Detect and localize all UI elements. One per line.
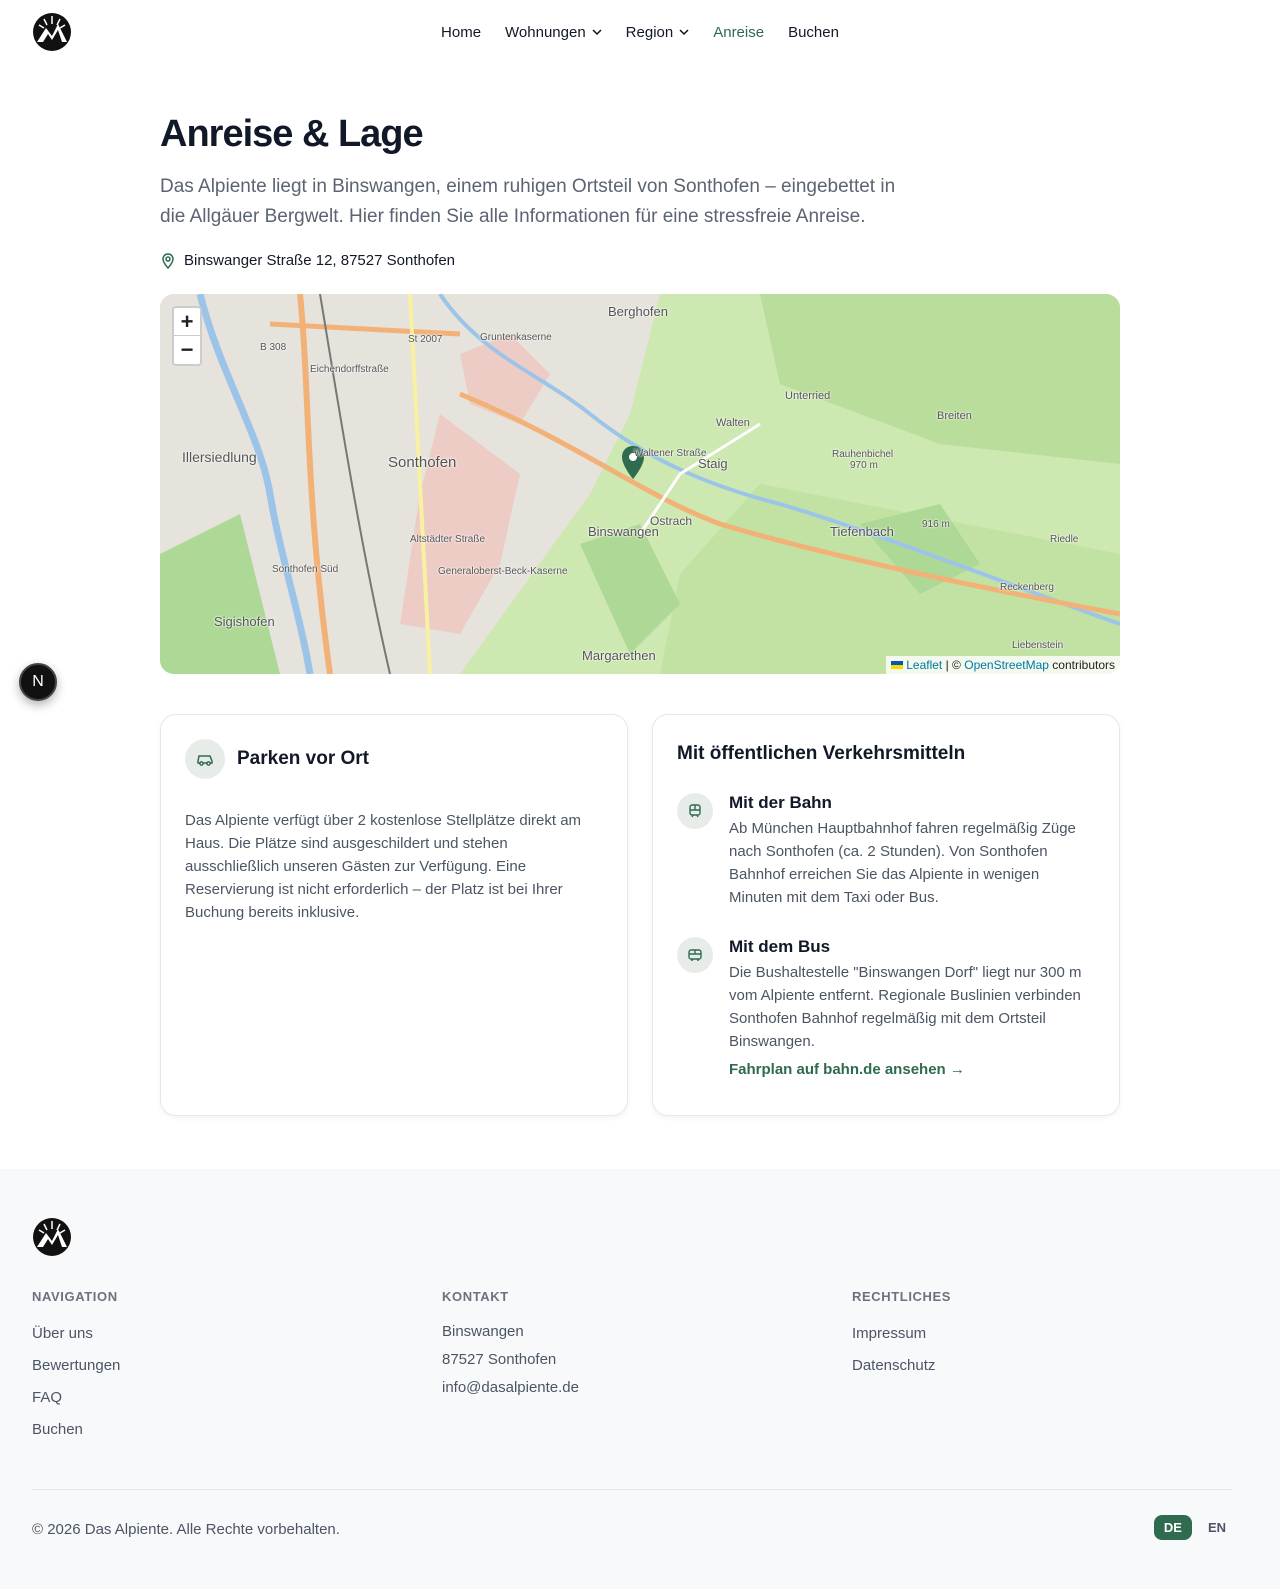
map-label: Unterried bbox=[785, 390, 831, 402]
nav-buchen-label: Buchen bbox=[788, 23, 839, 41]
map-attribution bbox=[886, 656, 1120, 674]
location-map[interactable] bbox=[160, 294, 1120, 674]
nav-wohnungen[interactable] bbox=[505, 22, 602, 42]
parking-card bbox=[160, 714, 628, 1116]
map-label: Liebenstein bbox=[1012, 640, 1064, 651]
timetable-link[interactable]: Fahrplan auf bahn.de ansehen → bbox=[729, 1061, 965, 1078]
contact-place: Binswangen bbox=[442, 1323, 524, 1340]
map-tiles[interactable] bbox=[160, 294, 1120, 674]
map-label: Sonthofen Süd bbox=[272, 564, 339, 575]
copyright: © 2026 Das Alpiente. Alle Rechte vorbehalten. bbox=[32, 1521, 340, 1538]
nav-buchen[interactable] bbox=[788, 22, 839, 42]
nav-home[interactable] bbox=[441, 22, 481, 42]
map-label: Ostrach bbox=[650, 514, 693, 528]
map-label: Berghofen bbox=[608, 304, 668, 319]
map-label: Eichendorffstraße bbox=[310, 364, 389, 375]
footer-contact bbox=[442, 1289, 579, 1402]
map-label: St 2007 bbox=[408, 334, 443, 345]
map-label: Illersiedlung bbox=[182, 449, 257, 465]
footer-divider bbox=[32, 1489, 1232, 1490]
footer-legal bbox=[852, 1289, 951, 1382]
footer-link-faq[interactable]: FAQ bbox=[32, 1389, 63, 1406]
zoom-in-button[interactable]: + bbox=[174, 308, 200, 336]
footer-contact-heading: KONTAKT bbox=[442, 1289, 509, 1304]
zoom-control bbox=[172, 306, 202, 366]
lang-de[interactable]: DE bbox=[1154, 1515, 1192, 1540]
train-icon-wrap bbox=[677, 793, 713, 829]
contact-email[interactable]: info@dasalpiente.de bbox=[442, 1379, 579, 1396]
map-label: 916 m bbox=[922, 519, 950, 530]
language-switcher bbox=[1154, 1515, 1236, 1540]
footer-link-ueber-uns[interactable]: Über uns bbox=[32, 1325, 93, 1342]
site-footer bbox=[0, 1169, 1280, 1589]
address-text: Binswanger Straße 12, 87527 Sonthofen bbox=[184, 252, 456, 269]
map-label: Sonthofen bbox=[388, 454, 457, 471]
main-content bbox=[160, 66, 1120, 1116]
floating-button-label: N bbox=[32, 673, 44, 690]
parking-title: Parken vor Ort bbox=[237, 748, 369, 769]
attribution-separator: | © bbox=[945, 658, 961, 672]
map-label: Altstädter Straße bbox=[410, 534, 486, 545]
map-label: Generaloberst-Beck-Kaserne bbox=[438, 566, 568, 577]
osm-link[interactable]: OpenStreetMap bbox=[964, 658, 1049, 672]
zoom-out-button[interactable]: − bbox=[180, 337, 194, 362]
map-label: Rauhenbichel bbox=[832, 449, 894, 460]
map-label: 970 m bbox=[850, 460, 878, 471]
parking-card-header bbox=[185, 739, 603, 779]
map-label: Sigishofen bbox=[214, 614, 275, 629]
main-nav bbox=[0, 22, 1280, 42]
contact-zip: 87527 Sonthofen bbox=[442, 1351, 557, 1368]
nav-home-label: Home bbox=[441, 23, 482, 41]
footer-nav-heading: NAVIGATION bbox=[32, 1289, 118, 1304]
train-info bbox=[677, 793, 1095, 909]
footer-link-bewertungen[interactable]: Bewertungen bbox=[32, 1357, 121, 1374]
floating-action-button[interactable] bbox=[19, 663, 57, 701]
bus-title: Mit dem Bus bbox=[729, 937, 831, 956]
map-label: Staig bbox=[698, 456, 728, 471]
map-label: Breiten bbox=[937, 410, 972, 422]
bus-icon bbox=[687, 947, 703, 963]
nav-anreise-label: Anreise bbox=[713, 23, 765, 41]
map-label: Margarethen bbox=[582, 648, 656, 663]
bus-icon-wrap bbox=[677, 937, 713, 973]
map-label: B 308 bbox=[260, 342, 287, 353]
footer-link-buchen[interactable]: Buchen bbox=[32, 1421, 83, 1438]
location-pin-icon bbox=[160, 253, 176, 269]
page-lead: Das Alpiente liegt in Binswangen, einem ruhigen Ortsteil von Sonthofen – eingebettet in die Allgäuer Bergwelt. Hier finden Sie alle Informationen für eine stressfreie Anreise. bbox=[160, 176, 896, 227]
map-label: Reckenberg bbox=[1000, 582, 1054, 593]
bus-info bbox=[677, 937, 1095, 1079]
map-label: Tiefenbach bbox=[830, 524, 894, 539]
bus-text: Die Bushaltestelle "Binswangen Dorf" liegt nur 300 m vom Alpiente entfernt. Regionale Buslinien verbinden Sonthofen Bahnhof regelmäßig mit dem Ortsteil Binswangen. bbox=[729, 964, 1082, 1050]
nav-wohnungen-label: Wohnungen bbox=[505, 23, 586, 41]
page-title: Anreise & Lage bbox=[160, 113, 423, 155]
address-line bbox=[160, 252, 1120, 269]
footer-legal-heading: RECHTLICHES bbox=[852, 1289, 952, 1304]
map-label: Binswangen bbox=[588, 524, 659, 539]
leaflet-link[interactable]: Leaflet bbox=[906, 658, 943, 672]
parking-text: Das Alpiente verfügt über 2 kostenlose Stellplätze direkt am Haus. Die Plätze sind ausgeschildert und stehen ausschließlich unseren Gästen zur Verfügung. Eine Reservierung ist nicht erforderlich – der Platz ist bei Ihrer Buchung bereits inklusive. bbox=[185, 812, 582, 921]
car-icon bbox=[195, 749, 215, 769]
chevron-down-icon bbox=[679, 27, 689, 37]
footer-logo-icon[interactable] bbox=[32, 1217, 72, 1257]
footer-navigation bbox=[32, 1289, 120, 1446]
train-title: Mit der Bahn bbox=[729, 793, 832, 812]
car-icon-wrap bbox=[185, 739, 225, 779]
chevron-down-icon bbox=[592, 27, 602, 37]
map-label: Gruntenkaserne bbox=[480, 332, 552, 343]
map-label: Waltener Straße bbox=[634, 448, 707, 459]
site-header bbox=[0, 0, 1280, 66]
map-label: Walten bbox=[716, 417, 750, 429]
nav-anreise[interactable] bbox=[713, 22, 764, 42]
info-cards bbox=[160, 714, 1120, 1116]
attribution-contributors: contributors bbox=[1052, 658, 1115, 672]
footer-link-impressum[interactable]: Impressum bbox=[852, 1325, 927, 1342]
footer-link-datenschutz[interactable]: Datenschutz bbox=[852, 1357, 936, 1374]
ukraine-flag-icon bbox=[891, 661, 903, 669]
transit-card bbox=[652, 714, 1120, 1116]
map-label: Riedle bbox=[1050, 534, 1079, 545]
nav-region[interactable] bbox=[626, 22, 690, 42]
transit-title: Mit öffentlichen Verkehrsmitteln bbox=[677, 743, 966, 764]
lang-en[interactable]: EN bbox=[1207, 1520, 1226, 1535]
train-text: Ab München Hauptbahnhof fahren regelmäßig Züge nach Sonthofen (ca. 2 Stunden). Von Sonthofen Bahnhof erreichen Sie das Alpiente in wenigen Minuten mit dem Taxi oder Bus. bbox=[729, 820, 1076, 906]
train-icon bbox=[687, 803, 703, 819]
nav-region-label: Region bbox=[625, 23, 674, 41]
